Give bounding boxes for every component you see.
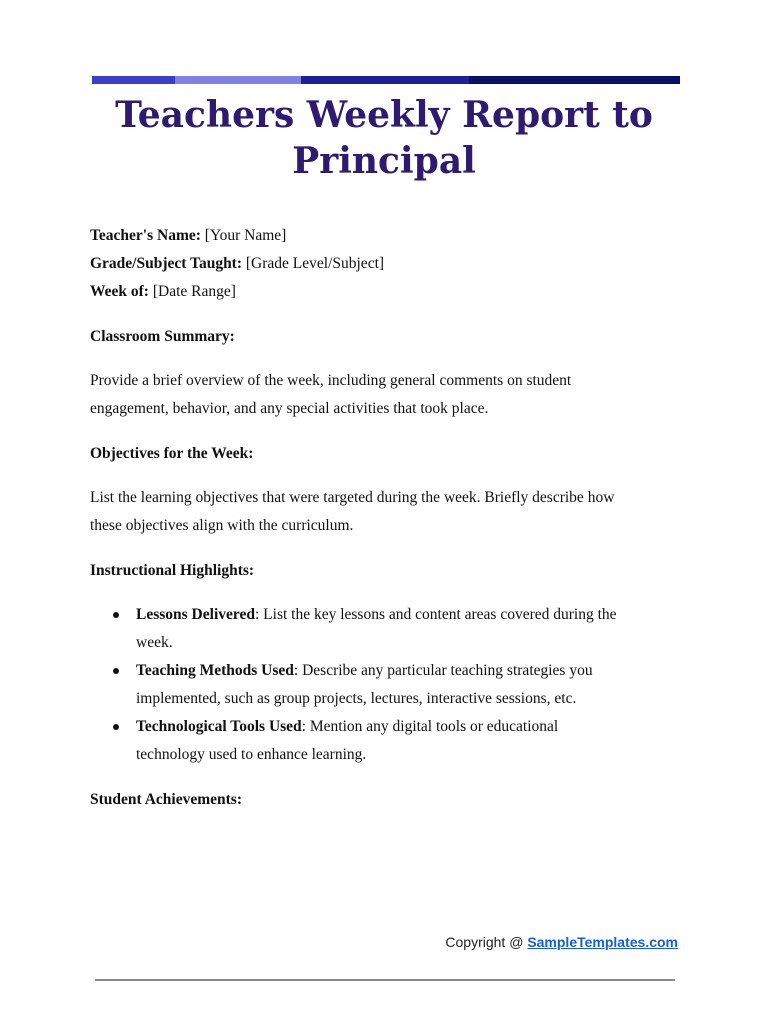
color-bar-segment	[301, 76, 469, 84]
teacher-name-field	[90, 222, 682, 250]
objectives-heading: Objectives for the Week:	[90, 445, 254, 462]
color-bar-segment	[175, 76, 301, 84]
list-item	[90, 601, 682, 657]
bullet-icon	[113, 724, 119, 730]
bullet-title: Technological Tools Used	[136, 718, 302, 735]
week-of-field	[90, 278, 682, 306]
list-item	[90, 657, 682, 713]
highlights-list	[90, 601, 682, 769]
bullet-title: Lessons Delivered	[136, 606, 255, 623]
copyright-text: Copyright @	[445, 934, 528, 950]
sampletemplates-link[interactable]: SampleTemplates.com	[527, 934, 678, 950]
field-label: Grade/Subject Taught:	[90, 255, 243, 272]
text-line: Provide a brief overview of the week, including general comments on student	[90, 372, 572, 389]
field-value: [Grade Level/Subject]	[245, 255, 385, 272]
copyright-notice	[445, 934, 678, 950]
list-item	[90, 713, 682, 769]
field-value: [Your Name]	[204, 227, 287, 244]
color-bar-segment	[469, 76, 680, 84]
classroom-summary-heading: Classroom Summary:	[90, 328, 235, 345]
objectives-text	[90, 484, 682, 540]
text-line: List the learning objectives that were targeted during the week. Briefly describe how	[90, 489, 615, 506]
bullet-icon	[113, 612, 119, 618]
bullet-text: week.	[136, 634, 173, 651]
grade-subject-field	[90, 250, 682, 278]
classroom-summary-text	[90, 367, 682, 423]
field-label: Week of:	[90, 283, 149, 300]
bullet-text: : Describe any particular teaching strategies you	[293, 662, 593, 679]
bullet-title: Teaching Methods Used	[136, 662, 294, 679]
field-label: Teacher's Name:	[90, 227, 201, 244]
instructional-highlights-heading: Instructional Highlights:	[90, 562, 255, 579]
bullet-text: implemented, such as group projects, lectures, interactive sessions, etc.	[136, 690, 577, 707]
color-bar-segment	[92, 76, 175, 84]
bullet-text: : List the key lessons and content areas covered during the	[254, 606, 617, 623]
student-achievements-heading: Student Achievements:	[90, 791, 242, 808]
document-title: Teachers Weekly Report to Principal	[115, 94, 653, 182]
text-line: these objectives align with the curriculum.	[90, 517, 354, 534]
text-line: engagement, behavior, and any special activities that took place.	[90, 400, 489, 417]
header-color-bar	[92, 76, 680, 84]
bullet-icon	[113, 668, 119, 674]
document-body	[90, 222, 682, 814]
footer-divider	[95, 979, 675, 981]
bullet-text: : Mention any digital tools or educational	[301, 718, 559, 735]
field-value: [Date Range]	[152, 283, 236, 300]
bullet-text: technology used to enhance learning.	[136, 746, 367, 763]
